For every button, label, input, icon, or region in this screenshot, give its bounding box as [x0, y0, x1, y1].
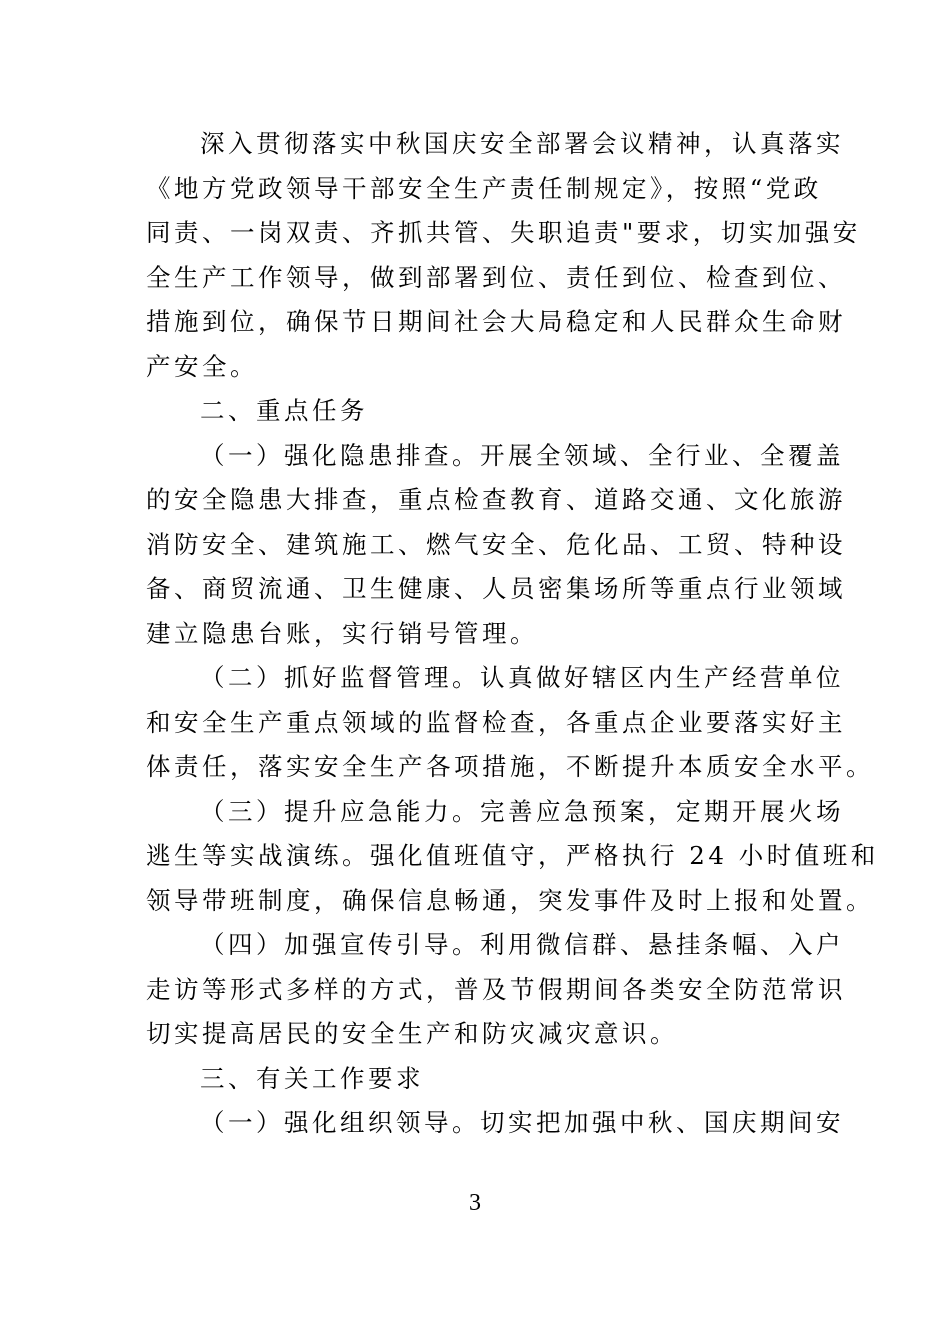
- paragraph-line: 同责、一岗双责、齐抓共管、失职追责"要求，切实加强安: [146, 218, 861, 247]
- paragraph-line: 全生产工作领导，做到部署到位、责任到位、检查到位、: [146, 262, 846, 292]
- document-body: [146, 122, 879, 1146]
- paragraph-line: （三）提升应急能力。完善应急预案，定期开展火场: [200, 796, 844, 826]
- section-heading: 三、有关工作要求: [200, 1063, 424, 1093]
- paragraph-line: 的安全隐患大排查，重点检查教育、道路交通、文化旅游: [146, 485, 846, 514]
- paragraph-line: （二）抓好监督管理。认真做好辖区内生产经营单位: [200, 663, 844, 692]
- section-heading: 二、重点任务: [200, 396, 368, 425]
- paragraph-line: 《地方党政领导干部安全生产责任制规定》，按照“党政: [146, 173, 822, 203]
- paragraph-line: 和安全生产重点领域的监督检查，各重点企业要落实好主: [146, 707, 846, 737]
- paragraph-line: 体责任，落实安全生产各项措施，不断提升本质安全水平。: [146, 752, 874, 781]
- paragraph-line: （一）强化隐患排查。开展全领域、全行业、全覆盖: [200, 440, 844, 470]
- paragraph-line: 措施到位，确保节日期间社会大局稳定和人民群众生命财: [146, 307, 846, 336]
- paragraph-line: 产安全。: [146, 351, 258, 381]
- paragraph-line: （四）加强宣传引导。利用微信群、悬挂条幅、入户: [200, 930, 844, 959]
- paragraph-line: 走访等形式多样的方式，普及节假期间各类安全防范常识: [146, 974, 846, 1004]
- paragraph-line: 消防安全、建筑施工、燃气安全、危化品、工贸、特种设: [146, 529, 846, 559]
- page-number: 3: [469, 1190, 481, 1216]
- paragraph-line: 领导带班制度，确保信息畅通，突发事件及时上报和处置。: [146, 885, 874, 915]
- paragraph-line: 切实提高居民的安全生产和防灾减灾意识。: [146, 1019, 678, 1048]
- paragraph-line: 建立隐患台账，实行销号管理。: [146, 618, 538, 648]
- paragraph-line: 逃生等实战演练。强化值班值守，严格执行 24 小时值班和: [146, 841, 879, 870]
- paragraph-line: 备、商贸流通、卫生健康、人员密集场所等重点行业领域: [146, 574, 846, 603]
- paragraph-line: （一）强化组织领导。切实把加强中秋、国庆期间安: [200, 1108, 844, 1137]
- paragraph-line: 深入贯彻落实中秋国庆安全部署会议精神，认真落实: [200, 129, 844, 158]
